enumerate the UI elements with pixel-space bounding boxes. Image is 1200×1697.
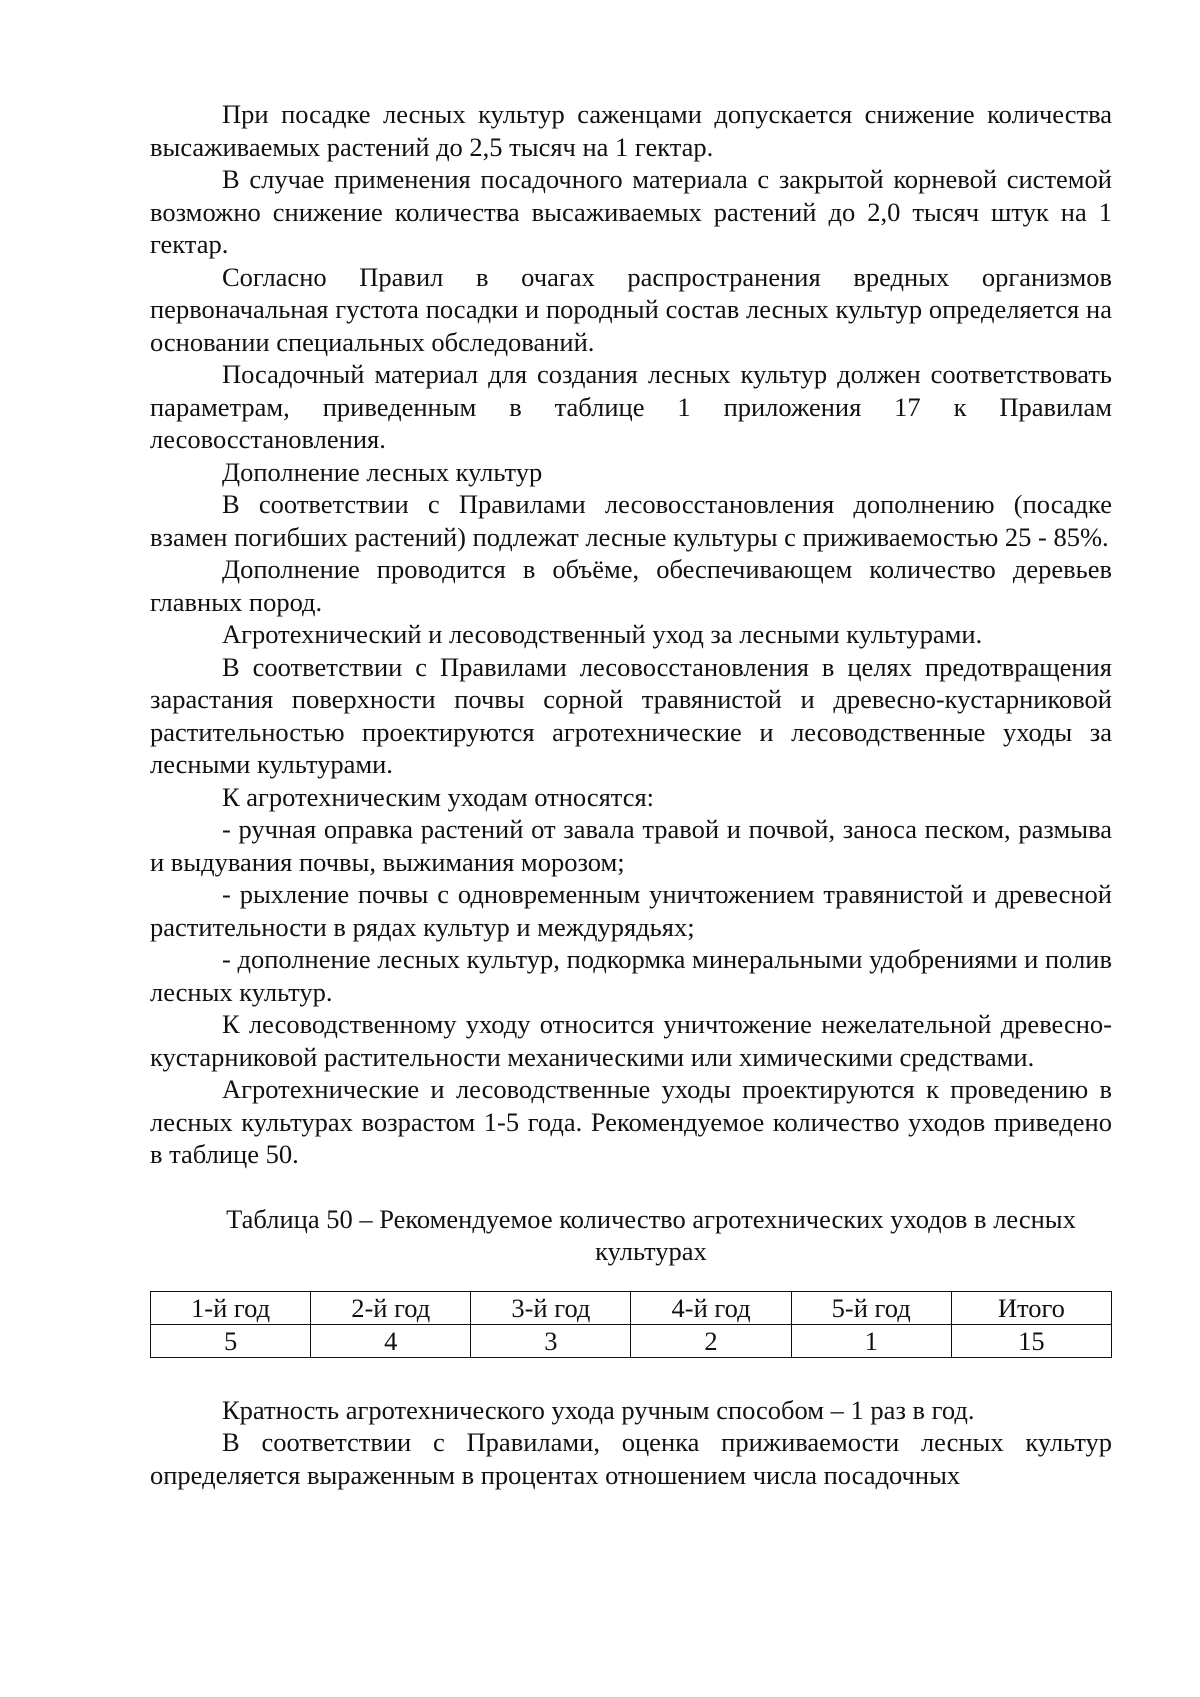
table-caption: Таблица 50 – Рекомендуемое количество агротехнических уходов в лесных культурах	[226, 1203, 1076, 1266]
table-header-cell: 2-й год	[311, 1291, 471, 1324]
paragraph: В соответствии с Правилами лесовосстановления в целях предотвращения зарастания поверхности почвы сорной травянистой и древесно-кустарниковой растительностью проектируются агротехнические и лесоводственные уходы за лесными культурами.	[150, 651, 1112, 779]
table-cell: 4	[311, 1324, 471, 1357]
text-after-table	[150, 1394, 1112, 1492]
paragraph: К лесоводственному уходу относится уничтожение нежелательной древесно-кустарниковой растительности механическими или химическими средствами.	[150, 1009, 1112, 1072]
list-item: - ручная оправка растений от завала травой и почвой, заноса песком, размыва и выдувания почвы, выжимания морозом;	[150, 814, 1112, 877]
table-cell: 3	[471, 1324, 631, 1357]
paragraph: В соответствии с Правилами лесовосстановления дополнению (посадке взамен погибших растений) подлежат лесные культуры с приживаемостью 25 - 85%.	[150, 489, 1112, 552]
table-header-cell: 5-й год	[791, 1291, 951, 1324]
paragraph: К агротехническим уходам относятся:	[222, 781, 655, 812]
table-header-cell: 4-й год	[631, 1291, 791, 1324]
paragraph: При посадке лесных культур саженцами допускается снижение количества высаживаемых растений до 2,5 тысяч на 1 гектар.	[150, 99, 1112, 162]
list-item: - рыхление почвы с одновременным уничтожением травянистой и древесной растительности в рядах культур и междурядьях;	[150, 879, 1112, 942]
paragraph: Агротехнические и лесоводственные уходы проектируются к проведению в лесных культурах возрастом 1-5 года. Рекомендуемое количество уходов приведено в таблице 50.	[150, 1074, 1112, 1169]
table-cell: 15	[951, 1324, 1111, 1357]
table-header-cell: 3-й год	[471, 1291, 631, 1324]
section-heading: Дополнение лесных культур	[222, 456, 543, 487]
paragraph: Согласно Правил в очагах распространения вредных организмов первоначальная густота посадки и породный состав лесных культур определяется на основании специальных обследований.	[150, 261, 1112, 357]
paragraph: Дополнение проводится в объёме, обеспечивающем количество деревьев главных пород.	[150, 554, 1112, 617]
paragraph: Посадочный материал для создания лесных культур должен соответствовать параметрам, приведенным в таблице 1 приложения 17 к Правилам лесовосстановления.	[150, 359, 1112, 454]
table-row	[151, 1324, 1112, 1357]
paragraph: В случае применения посадочного материала с закрытой корневой системой возможно снижение количества высаживаемых растений до 2,0 тысяч штук на 1 гектар.	[150, 164, 1112, 259]
document-page	[150, 98, 1112, 1491]
table-header-cell: Итого	[951, 1291, 1111, 1324]
table-header-cell: 1-й год	[151, 1291, 311, 1324]
section-heading: Агротехнический и лесоводственный уход за лесными культурами.	[222, 619, 983, 649]
table-cell: 1	[791, 1324, 951, 1357]
paragraph: Кратность агротехнического ухода ручным способом – 1 раз в год.	[222, 1394, 975, 1425]
table-cell: 5	[151, 1324, 311, 1357]
list-item: - дополнение лесных культур, подкормка минеральными удобрениями и полив лесных культур.	[150, 944, 1112, 1007]
paragraph: В соответствии с Правилами, оценка приживаемости лесных культур определяется выраженным в процентах отношением числа посадочных	[150, 1427, 1112, 1490]
table-cell: 2	[631, 1324, 791, 1357]
table-header-row	[151, 1291, 1112, 1324]
table-50	[150, 1291, 1112, 1358]
